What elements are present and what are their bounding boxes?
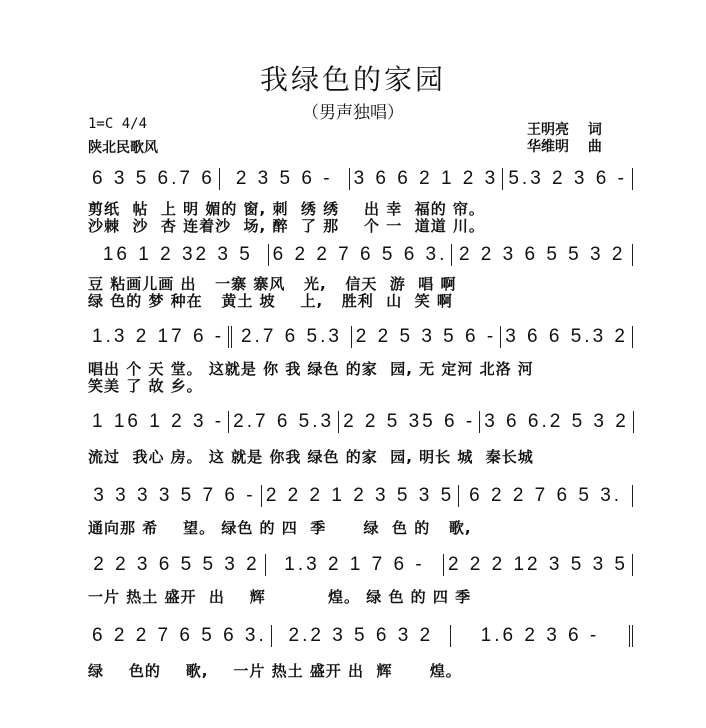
style-label: 陕北民歌风 xyxy=(88,140,158,156)
measure: 3 6 6 2 1 2 3 xyxy=(350,168,504,190)
song-subtitle: （男声独唱） xyxy=(302,103,404,123)
measure: 2 2 2 1 2 3 5 3 5 xyxy=(262,485,459,507)
lyrics-line: 豆 粘画儿画 出 一寨 寨风 光, 信天 游 唱 啊 xyxy=(88,275,457,293)
composer: 华维明 曲 xyxy=(527,139,602,155)
measure: 6 2 2 7 6 5 6 3. xyxy=(269,244,453,266)
measure: 16 1 2 32 3 5 xyxy=(88,244,269,266)
measure: 6 2 2 7 6 5 6 3. xyxy=(88,625,272,647)
lyrics-line: 通向那 希 望。 绿色 的 四 季 绿 色 的 歌, xyxy=(88,519,472,537)
lyrics-line: 绿 色的 梦 种在 黄土 坡 上, 胜利 山 笑 啊 xyxy=(88,292,453,310)
lyricist: 王明亮 词 xyxy=(527,122,602,138)
lyrics-line: 唱出 个 天 堂。 这就是 你 我 绿色 的家 园, 无 定河 北洛 河 xyxy=(88,360,534,378)
measure: 1.3 2 1 7 6 - xyxy=(266,554,444,576)
notes-line xyxy=(88,168,633,190)
measure: 6 2 2 7 6 5 3. xyxy=(459,485,633,507)
measure: 1 16 1 2 3 - xyxy=(88,411,229,433)
lyrics-line: 绿 色的 歌, 一片 热土 盛开 出 辉 煌。 xyxy=(88,662,462,680)
measure: 1.3 2 17 6 - xyxy=(88,326,232,348)
measure: 2 2 5 3 5 6 - xyxy=(352,326,501,348)
measure: 2 2 5 35 6 - xyxy=(339,411,480,433)
notes-line xyxy=(88,244,633,266)
lyrics-line: 笑美 了 故 乡。 xyxy=(88,377,203,395)
measure: 2 3 5 6 - xyxy=(220,168,350,190)
lyrics-line: 一片 热土 盛开 出 辉 煌。 绿 色 的 四 季 xyxy=(88,588,472,606)
lyrics-line: 沙棘 沙 杏 连着沙 场, 醉 了 那 个 一 道道 川。 xyxy=(88,217,485,235)
measure: 2.7 6 5.3 xyxy=(232,326,352,348)
measure: 3 3 3 3 5 7 6 - xyxy=(88,485,262,507)
measure: 2.7 6 5.3 xyxy=(229,411,339,433)
notes-line xyxy=(88,485,633,507)
measure: 6 3 5 6.7 6 xyxy=(88,168,220,190)
measure: 3 6 6.2 5 3 2 xyxy=(480,411,634,433)
measure: 2 2 3 6 5 5 3 2 xyxy=(452,244,633,266)
measure: 2 2 2 12 3 5 3 5 xyxy=(444,554,633,576)
key-signature: 1=C 4/4 xyxy=(88,116,148,132)
lyrics-line: 剪纸 帖 上 明 媚的 窗, 刺 绣 绣 出 幸 福的 帘。 xyxy=(88,200,485,218)
measure: 5.3 2 3 6 - xyxy=(503,168,633,190)
song-title: 我绿色的家园 xyxy=(259,63,446,96)
notes-line xyxy=(88,326,633,348)
measure: 2.2 3 5 6 3 2 xyxy=(272,625,451,647)
notes-line xyxy=(88,411,633,433)
measure: 1.6 2 3 6 - xyxy=(451,625,633,647)
measure: 3 6 6 5.3 2 xyxy=(501,326,633,348)
lyrics-line: 流过 我心 房。 这 就是 你我 绿色 的家 园, 明长 城 秦长城 xyxy=(88,448,534,466)
notes-line xyxy=(88,554,633,576)
measure: 2 2 3 6 5 5 3 2 xyxy=(88,554,266,576)
notes-line xyxy=(88,625,633,647)
